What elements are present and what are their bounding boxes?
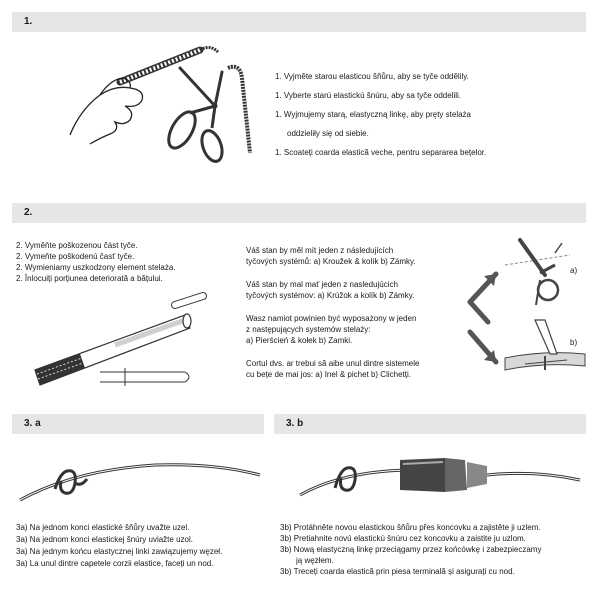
scissors-cutting-cord-illustration bbox=[160, 58, 270, 163]
label-a: a) bbox=[570, 266, 578, 275]
step1-line-pl: 1. Wyjmujemy starą, elastyczną linkę, aby pręty stelaża bbox=[275, 110, 472, 119]
para-pl bbox=[246, 313, 419, 346]
para-sk bbox=[246, 279, 419, 301]
para-ro-line2: cu bețe de mai jos: a) Inel & pichet b) Clichetți. bbox=[246, 370, 411, 379]
para-cz-line2: tyčových systémů: a) Kroužek & kolík b) Zámky. bbox=[246, 257, 416, 266]
step1-line-pl-cont: oddzieliły się od siebie. bbox=[287, 129, 369, 138]
step1-instructions bbox=[275, 67, 486, 162]
para-sk-line1: Váš stan by mal mať jeden z nasledujúcich bbox=[246, 280, 398, 289]
pole-systems-text bbox=[246, 245, 419, 380]
step3a-line-sk: 3a) Na jednom konci elastickej šnúry uviažte uzol. bbox=[16, 535, 193, 544]
step3a-line-pl: 3a) Na jednym końcu elastycznej linki zawiązujemy węzeł. bbox=[16, 547, 223, 556]
step3a-line-cz: 3a) Na jednom konci elastické šňůry uvažte uzel. bbox=[16, 523, 190, 532]
cord-through-end-cap-illustration bbox=[295, 440, 585, 515]
step1-line-ro: 1. Scoateți coarda elastică veche, pentru separarea bețelor. bbox=[275, 148, 487, 157]
step2-header: 2. bbox=[12, 203, 586, 223]
step2-line-ro: 2. Înlocuiți porțiunea deteriorată a bățului. bbox=[16, 274, 163, 283]
para-pl-line1: Wasz namiot powinien być wyposażony w jeden bbox=[246, 314, 417, 323]
para-sk-line2: tyčových systémov: a) Krúžok a kolík b) Zámky. bbox=[246, 291, 415, 300]
ring-and-pin-illustration bbox=[500, 235, 580, 315]
para-ro-line1: Cortul dvs. ar trebui să aibe unul dintre sistemele bbox=[246, 359, 420, 368]
step2-line-sk: 2. Vymeňte poškodenú časť tyče. bbox=[16, 252, 135, 261]
para-ro bbox=[246, 358, 419, 380]
step3a-header: 3. a bbox=[12, 414, 264, 434]
step3b-line-sk: 3b) Pretiahnite novú elastickú šnúru cez koncovku a zaistite ju uzlom. bbox=[280, 534, 526, 543]
step3b-instructions bbox=[280, 522, 541, 577]
cord-knot-illustration bbox=[15, 445, 265, 515]
para-pl-line2: z następujących systemów stelaży: bbox=[246, 325, 371, 334]
step1-header: 1. bbox=[12, 12, 586, 32]
step3b-line-cz: 3b) Protáhněte novou elastickou šňůru přes koncovku a zajistěte ji uzlem. bbox=[280, 523, 541, 532]
step3b-line-ro: 3b) Treceți coarda elastică prin piesa terminală și asigurați cu nod. bbox=[280, 567, 515, 576]
step3b-header: 3. b bbox=[274, 414, 586, 434]
para-cz bbox=[246, 245, 419, 267]
step3a-line-ro: 3a) La unul dintre capetele corzii elastice, faceți un nod. bbox=[16, 559, 214, 568]
step1-line-cz: 1. Vyjměte starou elasticou šňůru, aby se tyče oddělily. bbox=[275, 72, 469, 81]
para-pl-line3: a) Pierścień & kołek b) Zamki. bbox=[246, 336, 353, 345]
para-cz-line1: Váš stan by měl mít jeden z následujících bbox=[246, 246, 394, 255]
step2-line-pl: 2. Wymieniamy uszkodzony element stelaża. bbox=[16, 263, 176, 272]
step3b-line-pl-cont: ją węzłem. bbox=[296, 556, 334, 565]
label-b: b) bbox=[570, 338, 578, 347]
step1-line-sk: 1. Vyberte starú elastickú šnúru, aby sa tyče oddelili. bbox=[275, 91, 462, 100]
pole-replacement-illustration bbox=[25, 290, 215, 390]
step3a-instructions bbox=[16, 522, 222, 570]
lock-clip-illustration bbox=[505, 320, 585, 385]
step2-instructions bbox=[16, 240, 176, 284]
step3b-line-pl: 3b) Nową elastyczną linkę przeciągamy przez końcówkę i zabezpieczamy bbox=[280, 545, 542, 554]
step2-line-cz: 2. Vyměňte poškozenou část tyče. bbox=[16, 241, 138, 250]
